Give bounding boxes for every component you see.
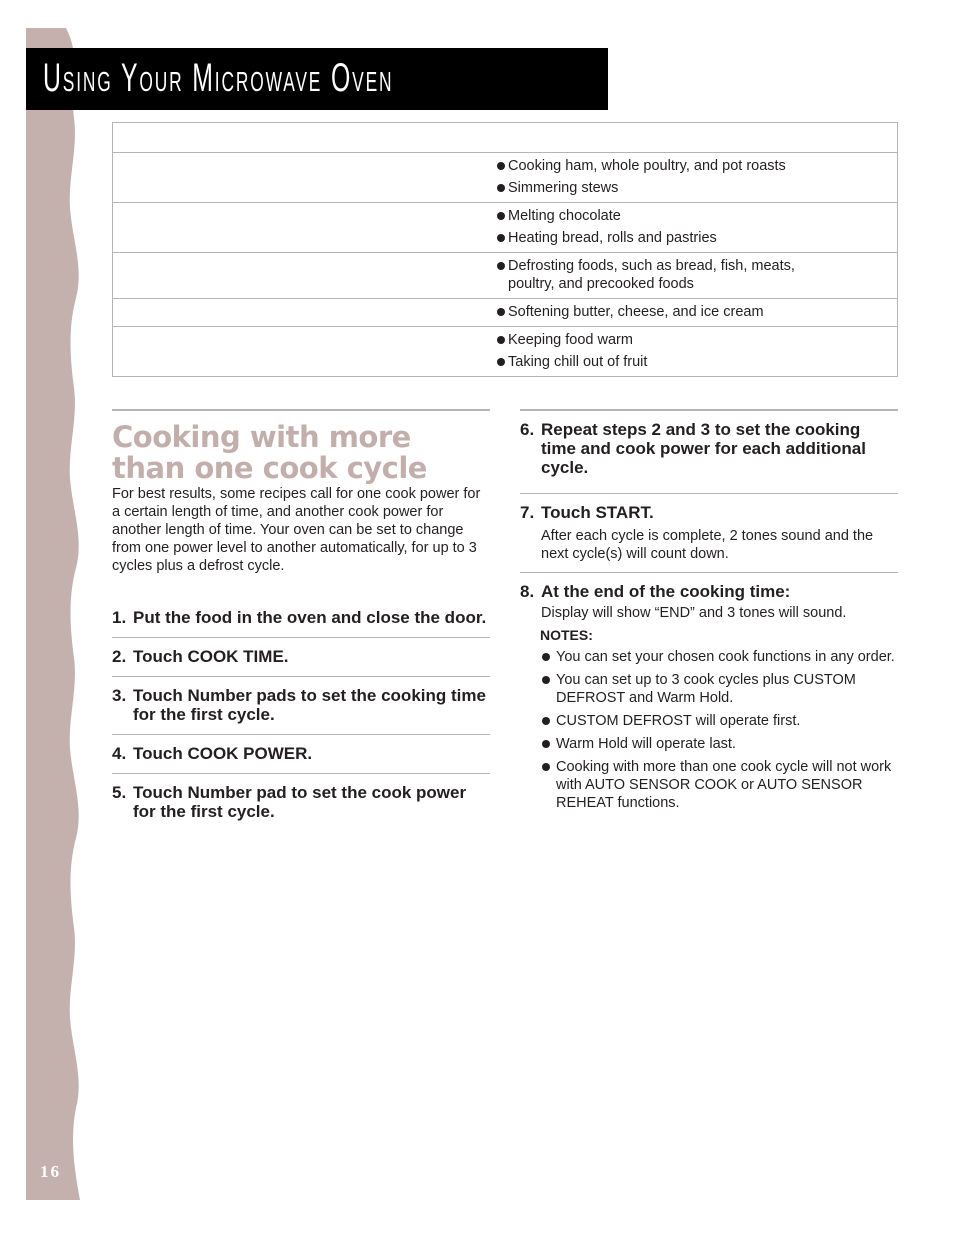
step-text: Put the food in the oven and close the door. xyxy=(133,608,487,627)
divider xyxy=(520,409,898,411)
divider xyxy=(112,637,490,638)
right-column xyxy=(520,409,898,812)
table-row xyxy=(113,152,897,202)
table-row xyxy=(113,326,897,376)
step-8-body: Display will show “END” and 3 tones will sound. xyxy=(541,605,847,621)
table-header-row xyxy=(113,123,897,152)
note-item: Warm Hold will operate last. xyxy=(520,735,898,753)
table-bullet: Heating bread, rolls and pastries xyxy=(496,229,897,247)
table-row xyxy=(113,202,897,252)
table-bullet: Keeping food warm xyxy=(496,331,897,349)
step-number: 2. xyxy=(112,647,127,666)
table-bullet: Simmering stews xyxy=(496,179,897,197)
step-text: Touch COOK POWER. xyxy=(133,744,313,763)
step-number: 7. xyxy=(520,503,535,522)
page-number: 16 xyxy=(40,1162,61,1181)
note-item: Cooking with more than one cook cycle will not work with AUTO SENSOR COOK or AUTO SENSOR REHEAT functions. xyxy=(520,758,898,812)
divider xyxy=(520,572,898,573)
section-title: Cooking with more than one cook cycle xyxy=(112,420,427,485)
step-text: Touch COOK TIME. xyxy=(133,647,289,666)
table-bullet: Taking chill out of fruit xyxy=(496,353,897,371)
step-5 xyxy=(112,783,490,821)
step-8 xyxy=(520,582,898,601)
table-bullet: Cooking ham, whole poultry, and pot roasts xyxy=(496,157,897,175)
notes-label: NOTES: xyxy=(540,627,593,643)
divider xyxy=(112,676,490,677)
step-number: 5. xyxy=(112,783,127,802)
decorative-wave-band xyxy=(26,28,82,1200)
step-number: 4. xyxy=(112,744,127,763)
step-2 xyxy=(112,647,490,666)
step-number: 1. xyxy=(112,608,127,627)
header-bar xyxy=(26,48,608,110)
table-row xyxy=(113,298,897,326)
note-item: You can set up to 3 cook cycles plus CUSTOM DEFROST and Warm Hold. xyxy=(520,671,898,707)
section-intro: For best results, some recipes call for one cook power for a certain length of time, and another cook power for another length of time. Your oven can be set to change from one power level to another automatically, for up to 3 cycles plus a defrost cycle. xyxy=(112,486,481,574)
step-3 xyxy=(112,686,490,724)
divider xyxy=(112,409,490,411)
step-4 xyxy=(112,744,490,763)
step-text: Touch Number pad to set the cook power for the first cycle. xyxy=(133,783,467,821)
table-bullet: Melting chocolate xyxy=(496,207,897,225)
divider xyxy=(520,493,898,494)
table-bullet: Defrosting foods, such as bread, fish, meats, poultry, and precooked foods xyxy=(496,257,837,293)
divider xyxy=(112,773,490,774)
divider xyxy=(112,734,490,735)
cook-power-table xyxy=(112,122,898,377)
left-column xyxy=(112,409,490,821)
table-bullet: Softening butter, cheese, and ice cream xyxy=(496,303,897,321)
step-6 xyxy=(520,420,898,477)
step-1 xyxy=(112,608,490,627)
note-item: You can set your chosen cook functions in any order. xyxy=(520,648,898,666)
step-text: Touch Number pads to set the cooking time for the first cycle. xyxy=(133,686,486,724)
step-text: Touch START. xyxy=(541,503,654,522)
step-number: 8. xyxy=(520,582,535,601)
step-text: Repeat steps 2 and 3 to set the cooking time and cook power for each additional cycle. xyxy=(541,420,866,477)
note-item: CUSTOM DEFROST will operate first. xyxy=(520,712,898,730)
step-number: 6. xyxy=(520,420,535,439)
step-text: At the end of the cooking time: xyxy=(541,582,791,601)
table-row xyxy=(113,252,897,298)
step-7 xyxy=(520,503,898,522)
page-header-title: Using Your Microwave Oven xyxy=(43,56,394,100)
step-7-body: After each cycle is complete, 2 tones sound and the next cycle(s) will count down. xyxy=(541,528,874,562)
step-number: 3. xyxy=(112,686,127,705)
